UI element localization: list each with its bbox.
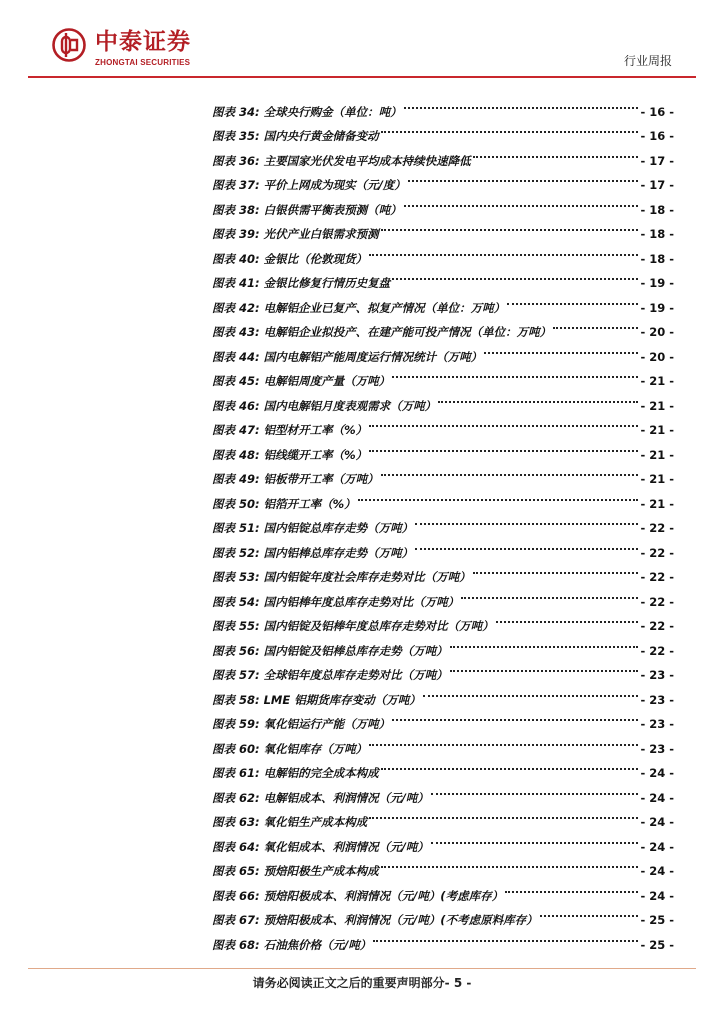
toc-dot-leader <box>381 116 639 141</box>
toc-entry-label: 图表 43: 电解铝企业拟投产、在建产能可投产情况（单位：万吨） <box>212 325 552 339</box>
toc-entry-page: - 18 - <box>640 227 674 241</box>
toc-entry-page: - 20 - <box>640 349 674 364</box>
toc-entry-label: 图表 56: 国内铝锭及铝棒总库存走势（万吨） <box>212 643 448 658</box>
toc-entry-label: 图表 45: 电解铝周度产量（万吨） <box>212 374 391 388</box>
toc-dot-leader <box>358 483 639 508</box>
toc-entry-label: 图表 62: 电解铝成本、利润情况（元/吨） <box>212 790 429 805</box>
toc-entry-page: - 24 - <box>640 839 674 854</box>
company-name-cn: 中泰证券 <box>95 29 191 55</box>
toc-entry-page: - 22 - <box>640 545 674 560</box>
toc-entry[interactable] <box>212 91 674 119</box>
toc-entry-page: - 18 - <box>640 202 674 217</box>
toc-dot-leader <box>369 802 638 827</box>
toc-entry-label: 图表 55: 国内铝锭及铝棒年度总库存走势对比（万吨） <box>212 619 494 633</box>
toc-entry-page: - 23 - <box>640 741 674 756</box>
toc-dot-leader <box>540 900 639 925</box>
toc-entry-label: 图表 60: 氧化铝库存（万吨） <box>212 741 368 756</box>
toc-entry-label: 图表 35: 国内央行黄金储备变动 <box>212 129 379 143</box>
toc-dot-leader <box>408 165 639 190</box>
toc-entry-page: - 22 - <box>640 619 674 633</box>
toc-entry-page: - 19 - <box>640 276 674 290</box>
toc-entry-page: - 16 - <box>640 104 674 119</box>
toc-entry-page: - 25 - <box>640 937 674 952</box>
toc-entry-label: 图表 44: 国内电解铝产能周度运行情况统计（万吨） <box>212 349 483 364</box>
toc-entry-label: 图表 41: 金银比修复行情历史复盘 <box>212 276 391 290</box>
toc-dot-leader <box>461 581 638 606</box>
report-type-label: 行业周报 <box>623 54 672 68</box>
toc-dot-leader <box>381 851 639 876</box>
toc-entry-page: - 21 - <box>640 423 674 437</box>
toc-dot-leader <box>381 214 639 239</box>
toc-entry-label: 图表 50: 铝箔开工率（%） <box>212 496 356 511</box>
toc-dot-leader <box>381 459 639 484</box>
toc-dot-leader <box>415 532 638 557</box>
toc-dot-leader <box>369 434 638 459</box>
footer-disclaimer: 请务必阅读正文之后的重要声明部分- 5 - <box>252 976 472 990</box>
toc-entry-page: - 24 - <box>640 864 674 878</box>
toc-dot-leader <box>404 91 639 116</box>
toc-entry-label: 图表 51: 国内铝锭总库存走势（万吨） <box>212 521 414 535</box>
toc-entry-page: - 20 - <box>640 325 674 339</box>
toc-dot-leader <box>373 924 638 949</box>
toc-entry-label: 图表 52: 国内铝棒总库存走势（万吨） <box>212 545 414 560</box>
toc-dot-leader <box>450 630 639 655</box>
toc-dot-leader <box>484 336 638 361</box>
toc-entry-page: - 24 - <box>640 766 674 780</box>
toc-entry-label: 图表 47: 铝型材开工率（%） <box>212 423 368 437</box>
toc-dot-leader <box>496 606 639 631</box>
toc-entry-page: - 22 - <box>640 521 674 535</box>
toc-dot-leader <box>392 361 638 386</box>
toc-entry-page: - 21 - <box>640 447 674 462</box>
toc-entry-page: - 19 - <box>640 300 674 315</box>
toc-entry-label: 图表 36: 主要国家光伏发电平均成本持续快速降低 <box>212 153 471 168</box>
toc-dot-leader <box>369 728 638 753</box>
table-of-figures <box>212 91 674 952</box>
toc-dot-leader <box>431 777 639 802</box>
toc-entry-label: 图表 57: 全球铝年度总库存走势对比（万吨） <box>212 668 448 682</box>
toc-dot-leader <box>505 875 638 900</box>
toc-entry-page: - 18 - <box>640 251 674 266</box>
toc-entry-label: 图表 53: 国内铝锭年度社会库存走势对比（万吨） <box>212 570 471 584</box>
toc-entry-page: - 22 - <box>640 570 674 584</box>
toc-entry-label: 图表 65: 预焙阳极生产成本构成 <box>212 864 379 878</box>
toc-entry-label: 图表 64: 氧化铝成本、利润情况（元/吨） <box>212 839 429 854</box>
toc-entry-page: - 24 - <box>640 888 674 903</box>
toc-entry-label: 图表 68: 石油焦价格（元/吨） <box>212 937 372 952</box>
toc-entry-label: 图表 46: 国内电解铝月度表观需求（万吨） <box>212 398 437 413</box>
toc-entry-label: 图表 61: 电解铝的完全成本构成 <box>212 766 379 780</box>
toc-dot-leader <box>392 263 638 288</box>
toc-dot-leader <box>438 385 638 410</box>
toc-entry-label: 图表 38: 白银供需平衡表预测（吨） <box>212 202 402 217</box>
toc-entry-page: - 24 - <box>640 790 674 805</box>
toc-entry-page: - 23 - <box>640 668 674 682</box>
toc-entry-page: - 21 - <box>640 472 674 486</box>
toc-entry-page: - 16 - <box>640 129 674 143</box>
zhongtai-logo-icon <box>52 28 86 62</box>
toc-entry-label: 图表 63: 氧化铝生产成本构成 <box>212 815 368 829</box>
toc-dot-leader <box>381 753 639 778</box>
toc-entry-page: - 25 - <box>640 913 674 927</box>
toc-entry-page: - 24 - <box>640 815 674 829</box>
toc-dot-leader <box>473 557 639 582</box>
toc-dot-leader <box>431 826 639 851</box>
toc-entry-page: - 23 - <box>640 717 674 731</box>
toc-entry-page: - 17 - <box>640 153 674 168</box>
footer-divider <box>28 968 696 969</box>
toc-entry-label: 图表 48: 铝线缆开工率（%） <box>212 447 368 462</box>
header-divider <box>28 76 696 78</box>
toc-dot-leader <box>404 189 639 214</box>
toc-entry-page: - 22 - <box>640 643 674 658</box>
toc-entry-page: - 21 - <box>640 374 674 388</box>
toc-entry-label: 图表 67: 预焙阳极成本、利润情况（元/吨）(不考虑原料库存） <box>212 913 538 927</box>
company-name-en: ZHONGTAI SECURITIES <box>95 58 191 67</box>
toc-entry-page: - 21 - <box>640 398 674 413</box>
toc-entry-page: - 17 - <box>640 178 674 192</box>
toc-entry-page: - 22 - <box>640 594 674 609</box>
toc-dot-leader <box>553 312 638 337</box>
page-header <box>0 0 724 82</box>
toc-entry-page: - 23 - <box>640 692 674 707</box>
toc-dot-leader <box>423 679 639 704</box>
toc-entry-label: 图表 34: 全球央行购金（单位：吨） <box>212 104 402 119</box>
toc-entry-label: 图表 49: 铝板带开工率（万吨） <box>212 472 379 486</box>
toc-entry-label: 图表 58: LME 铝期货库存变动（万吨） <box>212 692 421 707</box>
toc-entry-label: 图表 39: 光伏产业白银需求预测 <box>212 227 379 241</box>
toc-dot-leader <box>392 704 638 729</box>
toc-entry-label: 图表 59: 氧化铝运行产能（万吨） <box>212 717 391 731</box>
toc-entry-label: 图表 54: 国内铝棒年度总库存走势对比（万吨） <box>212 594 460 609</box>
toc-dot-leader <box>369 410 638 435</box>
toc-dot-leader <box>369 238 638 263</box>
toc-entry-label: 图表 37: 平价上网成为现实（元/度） <box>212 178 406 192</box>
toc-dot-leader <box>473 140 639 165</box>
toc-dot-leader <box>415 508 638 533</box>
toc-entry-label: 图表 42: 电解铝企业已复产、拟复产情况（单位：万吨） <box>212 300 506 315</box>
toc-dot-leader <box>450 655 639 680</box>
toc-entry-page: - 21 - <box>640 496 674 511</box>
toc-entry-label: 图表 66: 预焙阳极成本、利润情况（元/吨）(考虑库存） <box>212 888 504 903</box>
toc-entry-label: 图表 40: 金银比（伦敦现货） <box>212 251 368 266</box>
toc-dot-leader <box>507 287 638 312</box>
